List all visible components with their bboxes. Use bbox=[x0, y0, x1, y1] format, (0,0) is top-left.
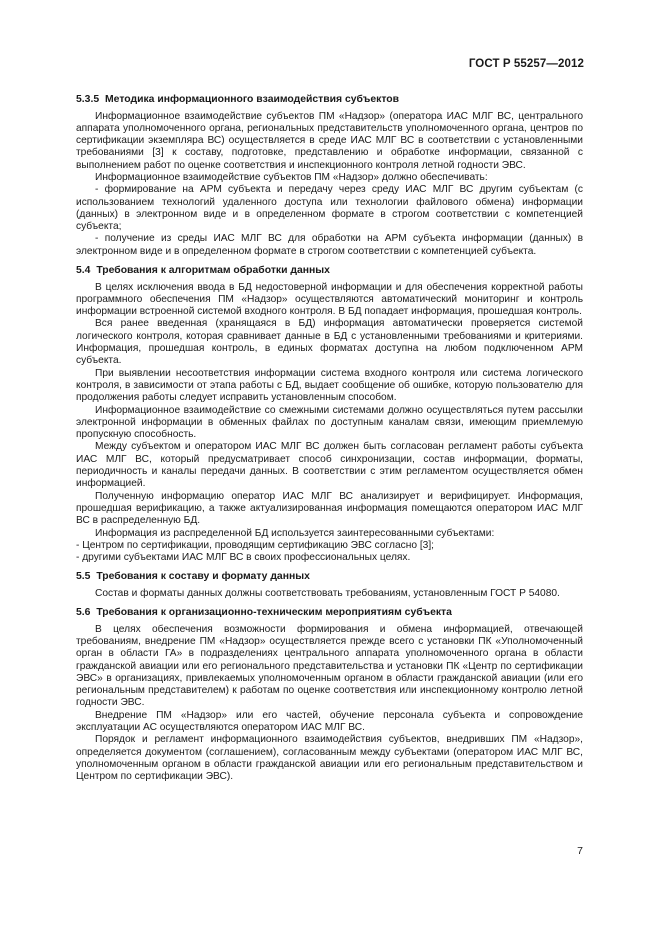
paragraph: В целях исключения ввода в БД недостоверной информации и для обеспечения корректной работы программного обеспечения ПМ «Надзор» осуществляются автоматический мониторинг и контроль информации встроенной системой входного контроля. В БД попадает информация, прошедшая контроль. bbox=[76, 281, 583, 318]
list-item: - другими субъектами ИАС МЛГ ВС в своих профессиональных целях. bbox=[76, 552, 411, 564]
section-number: 5.6 bbox=[76, 607, 91, 619]
section-number: 5.3.5 bbox=[76, 94, 100, 105]
paragraph: При выявлении несоответствия информации система входного контроля или система логического контроля, в зависимости от этапа работы с БД, выдает сообщение об ошибке, которую пользователю для продолжения работы следует исправить установленным способом. bbox=[76, 367, 583, 404]
section-title: Требования к составу и формату данных bbox=[96, 571, 310, 583]
section-heading-5-3-5 bbox=[76, 94, 583, 107]
section-title: Требования к организационно-техническим мероприятиям субъекта bbox=[96, 607, 452, 619]
paragraph: Информационное взаимодействие субъектов ПМ «Надзор» (оператора ИАС МЛГ ВС, центрального аппарата уполномоченного органа, региональных представительств уполномоченного органа, центров по сертификации экземпляра ВС) осуществляется в среде ИАС МЛГ ВС в соответствии с установленными требованиями [3] к составу, подготовке, представлению и обработке информации, связанной с выполнением работ по оценке соответствия и инспекционного контроля летной годности ЭВС. bbox=[76, 110, 583, 171]
page-number: 7 bbox=[577, 845, 583, 857]
paragraph: Внедрение ПМ «Надзор» или его частей, обучение персонала субъекта и сопровождение эксплуатации АС осуществляются оператором ИАС МЛГ ВС. bbox=[76, 709, 583, 734]
paragraph: Порядок и регламент информационного взаимодействия субъектов, внедривших ПМ «Надзор», определяется документом (соглашением), согласованным между субъектами (оператором ИАС МЛГ ВС, уполномоченным органом в области гражданской авиации или его региональным представительством и Центром по сертификации ЭВС). bbox=[76, 734, 583, 783]
section-number: 5.4 bbox=[76, 265, 91, 277]
standard-header: ГОСТ Р 55257—2012 bbox=[468, 58, 584, 70]
paragraph: Информационное взаимодействие со смежными системами должно осуществляться путем рассылки электронной информации в обменных файлах по доступным каналам связи, имеющим приемлемую пропускную способность. bbox=[76, 404, 583, 441]
paragraph: Между субъектом и оператором ИАС МЛГ ВС должен быть согласован регламент работы субъекта ИАС МЛГ ВС, который предусматривает способ синхронизации, состав информации, форматы, периодичность и каналы передачи данных. В соответствии с этим регламентом осуществляется обмен информацией. bbox=[76, 441, 583, 490]
paragraph: Информация из распределенной БД используется заинтересованными субъектами: bbox=[95, 527, 495, 539]
list-item: - Центром по сертификации, проводящим сертификацию ЭВС согласно [3]; bbox=[76, 539, 434, 551]
document-body bbox=[76, 94, 583, 784]
section-heading-5-5 bbox=[76, 571, 583, 584]
section-heading-5-6 bbox=[76, 607, 583, 620]
section-title: Требования к алгоритмам обработки данных bbox=[96, 265, 330, 277]
section-title: Методика информационного взаимодействия субъектов bbox=[105, 94, 400, 105]
paragraph: В целях обеспечения возможности формирования и обмена информацией, отвечающей требованиям, внедрение ПМ «Надзор» осуществляется прежде всего с установки ПК «Уполномоченный орган в области ГА» в подразделениях центрального аппарата уполномоченного органа в области гражданской авиации или его регионального представительства и установки ПК «Центр по сертификации ЭВС» в организациях, привлекаемых уполномоченным органом в области гражданской авиации (или его региональным представителем) к работам по оценке соответствия или инспекционному контролю летной годности ЭВС. bbox=[76, 623, 583, 709]
paragraph: Состав и форматы данных должны соответствовать требованиям, установленным ГОСТ Р 54080. bbox=[95, 587, 560, 599]
list-item: - формирование на АРМ субъекта и передачу через среду ИАС МЛГ ВС другим субъектам (с использованием технологий удаленного доступа или технологии файлового обмена) информации (данных) в электронном виде и в определенном формате в строгом соответствии с компетенцией субъекта; bbox=[76, 184, 583, 233]
paragraph: Вся ранее введенная (хранящаяся в БД) информация автоматически проверяется системой логического контроля, которая сравнивает данные в БД с установленными требованиями и критериями. Информация, прошедшая контроль, в единых форматах доступна на любом подключенном АРМ субъекта. bbox=[76, 318, 583, 367]
section-number: 5.5 bbox=[76, 571, 91, 583]
section-heading-5-4 bbox=[76, 265, 583, 278]
paragraph: Информационное взаимодействие субъектов ПМ «Надзор» должно обеспечивать: bbox=[95, 171, 488, 183]
paragraph: Полученную информацию оператор ИАС МЛГ ВС анализирует и верифицирует. Информация, прошедшая верификацию, а также актуализированная информация помещаются оператором ИАС МЛГ ВС в распределенную БД. bbox=[76, 490, 583, 527]
list-item: - получение из среды ИАС МЛГ ВС для обработки на АРМ субъекта информации (данных) в электронном виде и в определенном формате в строгом соответствии с компетенцией субъекта. bbox=[76, 233, 583, 257]
